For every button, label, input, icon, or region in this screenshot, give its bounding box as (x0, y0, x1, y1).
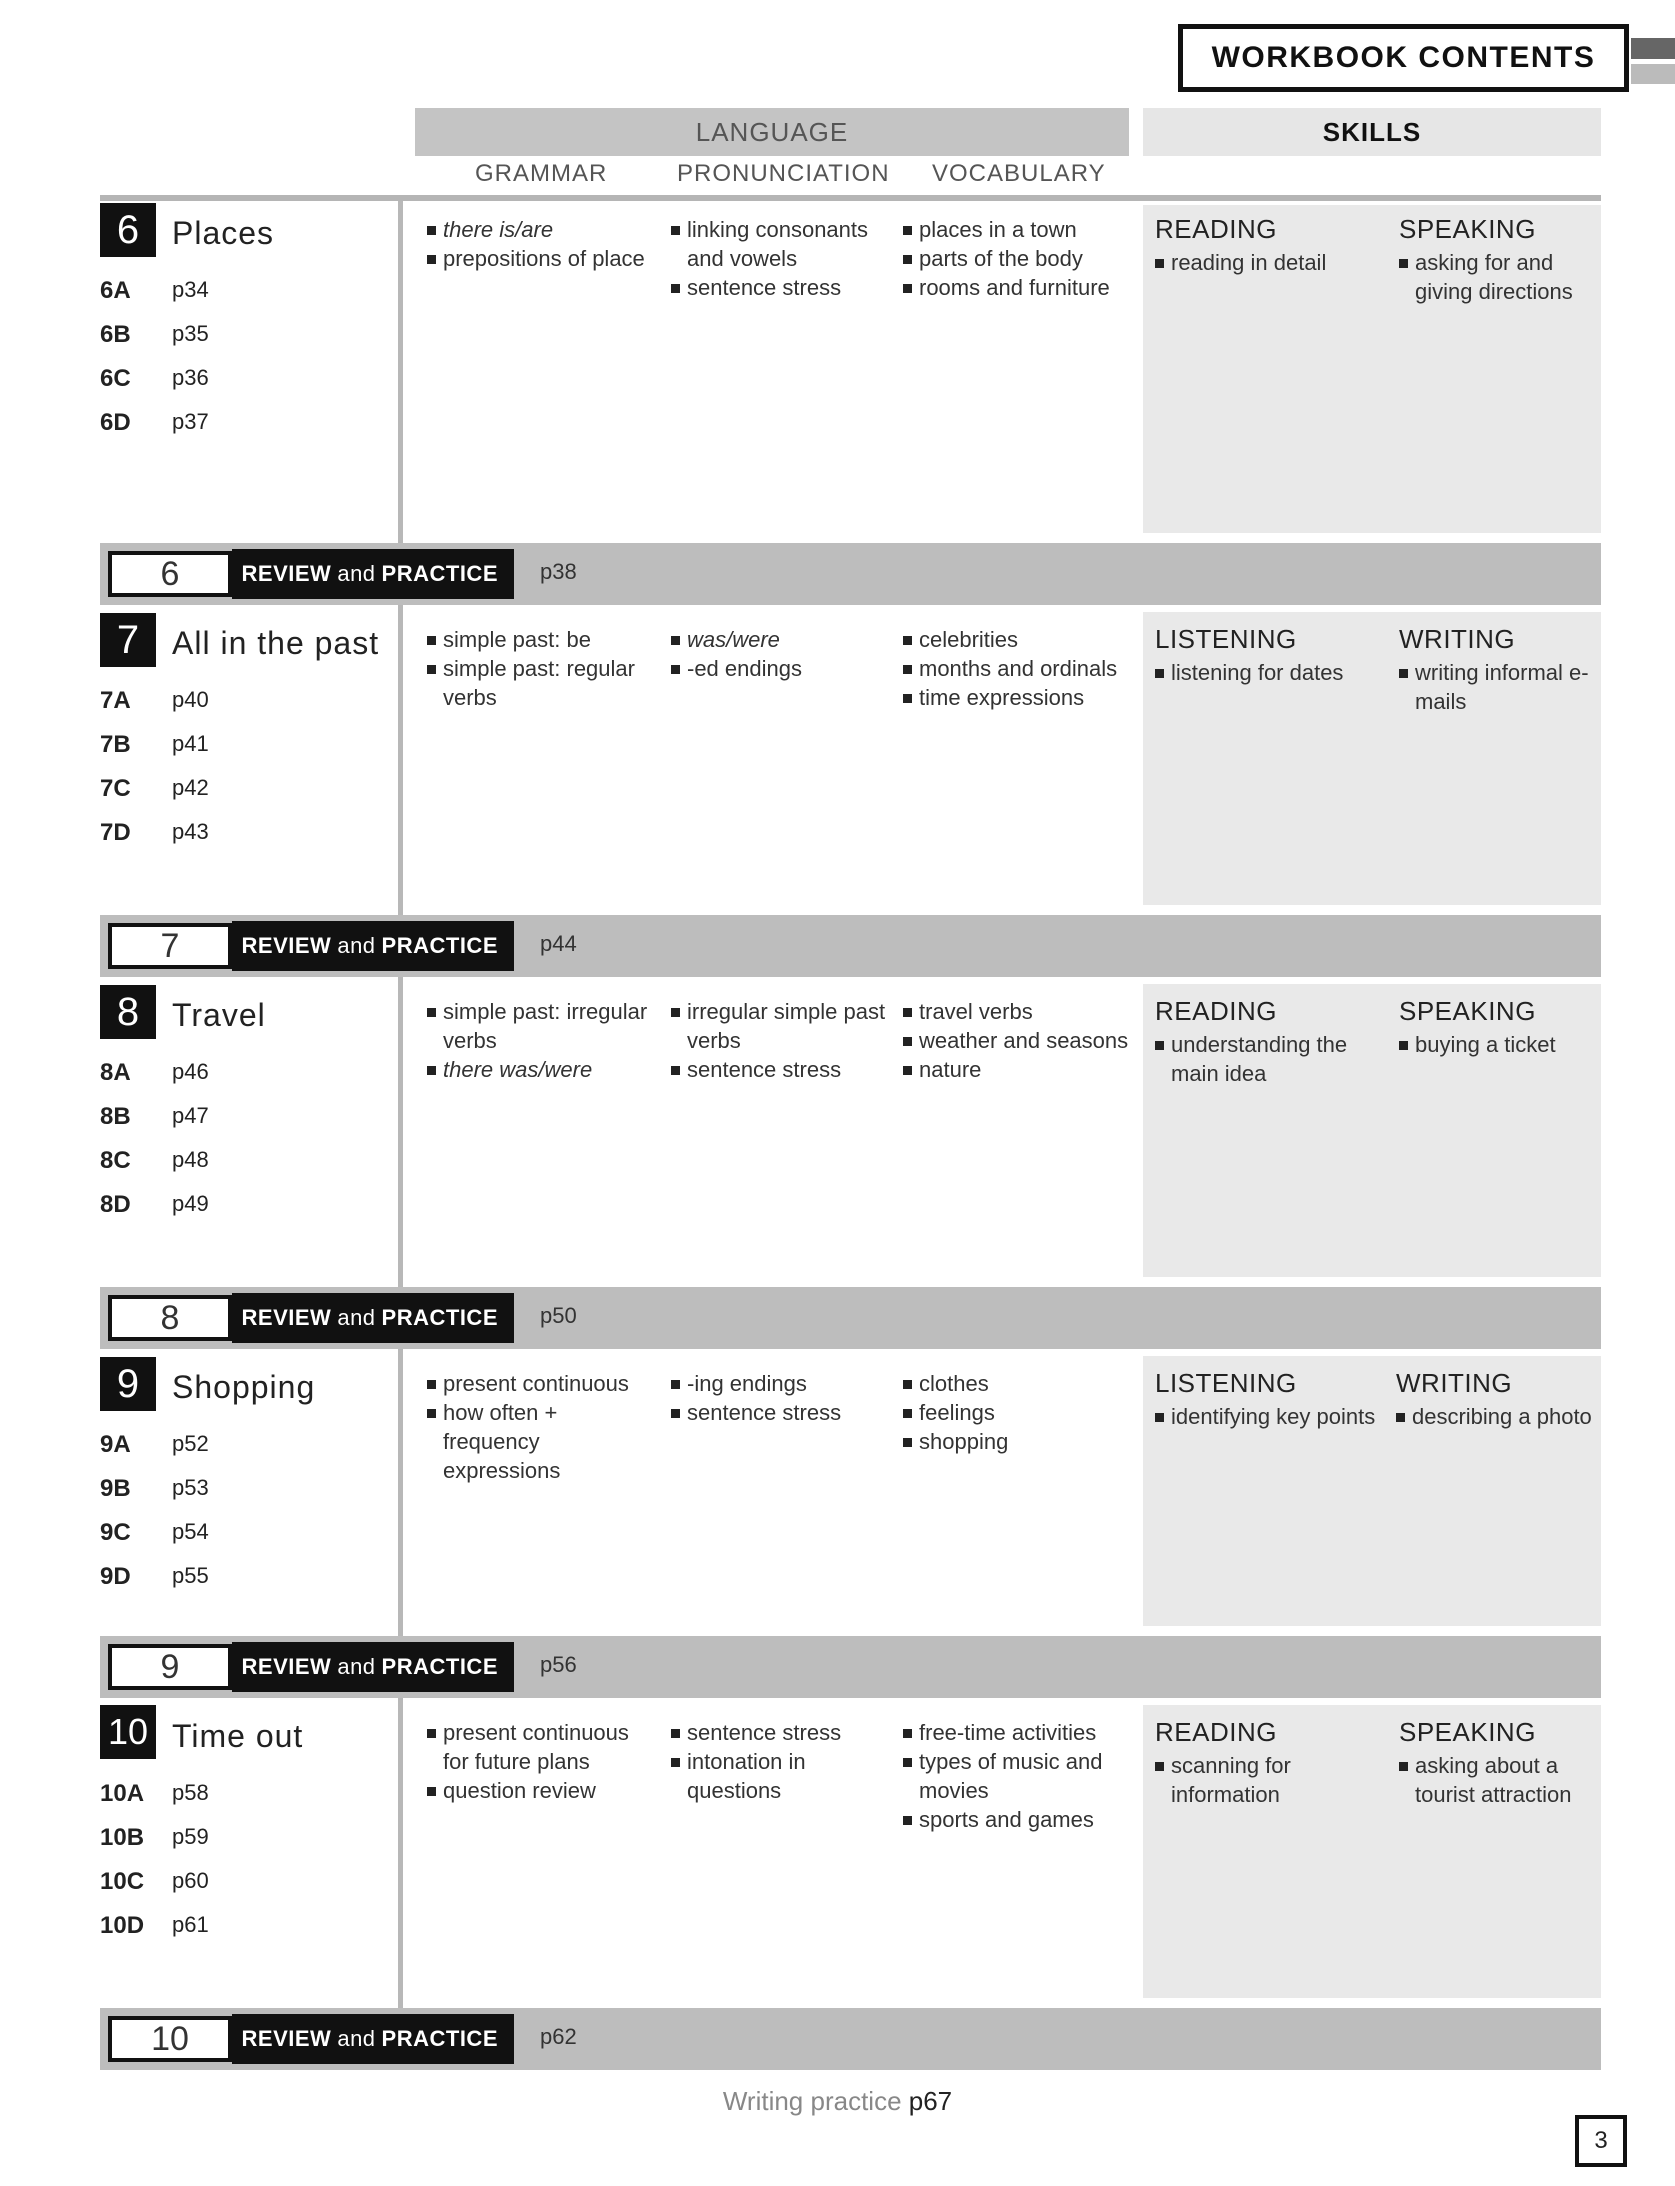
skill-item: scanning for information (1155, 1751, 1385, 1809)
grammar-item: prepositions of place (427, 244, 652, 273)
grammar-cell (427, 1369, 652, 1485)
review-practice-bar[interactable] (100, 543, 1601, 605)
lesson-code: 8A (100, 1059, 131, 1086)
skill-item: asking about a tourist attraction (1399, 1751, 1599, 1809)
lesson-row[interactable] (100, 775, 350, 803)
vocabulary-item: feelings (903, 1398, 1138, 1427)
skill-item: understanding the main idea (1155, 1030, 1385, 1088)
lesson-row[interactable] (100, 1563, 350, 1591)
lesson-page: p52 (172, 1431, 209, 1456)
review-dash (232, 1316, 242, 1319)
pronunciation-item: sentence stress (671, 1055, 886, 1084)
lesson-row[interactable] (100, 277, 350, 305)
lesson-page: p35 (172, 321, 209, 346)
grammar-item: there is/are (427, 215, 652, 244)
lesson-page: p47 (172, 1103, 209, 1128)
vocabulary-item: celebrities (903, 625, 1138, 654)
review-practice-bar[interactable] (100, 2008, 1601, 2070)
pronunciation-column-header: PRONUNCIATION (677, 160, 890, 187)
lesson-row[interactable] (100, 731, 350, 759)
grammar-cell (427, 997, 652, 1084)
lesson-page: p40 (172, 687, 209, 712)
unit-title: Time out (172, 1718, 304, 1754)
lesson-page: p37 (172, 409, 209, 434)
lesson-row[interactable] (100, 1780, 350, 1808)
vocabulary-item: months and ordinals (903, 654, 1138, 683)
unit-divider (398, 977, 403, 1287)
unit-title: All in the past (172, 625, 380, 661)
grammar-item: question review (427, 1776, 652, 1805)
lesson-page: p55 (172, 1563, 209, 1588)
vocabulary-item: sports and games (903, 1805, 1138, 1834)
lesson-page: p46 (172, 1059, 209, 1084)
review-label: REVIEW and PRACTICE (232, 2014, 514, 2064)
review-unit-number: 6 (108, 551, 232, 597)
lesson-code: 7C (100, 775, 131, 802)
pronunciation-item: sentence stress (671, 273, 886, 302)
title-tab-decoration-light (1631, 64, 1675, 84)
grammar-cell (427, 1718, 652, 1805)
lesson-code: 7A (100, 687, 131, 714)
skill-item: reading in detail (1155, 248, 1385, 277)
lesson-code: 10B (100, 1824, 145, 1851)
skill-heading: WRITING (1396, 1368, 1513, 1398)
unit-title: Shopping (172, 1369, 316, 1405)
vocabulary-item: travel verbs (903, 997, 1138, 1026)
review-unit-number: 9 (108, 1644, 232, 1690)
lesson-page: p59 (172, 1824, 209, 1849)
skill-heading: SPEAKING (1399, 214, 1536, 244)
vocabulary-item: shopping (903, 1427, 1138, 1456)
lesson-code: 10D (100, 1912, 145, 1939)
review-page: p56 (540, 1652, 577, 1677)
skill-item: asking for and giving directions (1399, 248, 1599, 306)
vocabulary-item: places in a town (903, 215, 1138, 244)
pronunciation-item: intonation in questions (671, 1747, 886, 1805)
unit-title: Places (172, 215, 275, 251)
review-dash (232, 1665, 242, 1668)
unit-divider (398, 201, 403, 543)
skill-item: identifying key points (1155, 1402, 1385, 1431)
lesson-page: p60 (172, 1868, 209, 1893)
skill-cell (1155, 1369, 1385, 1431)
review-practice-bar[interactable] (100, 1636, 1601, 1698)
skill-item: writing informal e-mails (1399, 658, 1599, 716)
vocabulary-item: weather and seasons (903, 1026, 1138, 1055)
lesson-row[interactable] (100, 1147, 350, 1175)
lesson-row[interactable] (100, 687, 350, 715)
lesson-page: p43 (172, 819, 209, 844)
unit-number: 7 (100, 613, 156, 667)
unit-divider (398, 1698, 403, 2008)
lesson-code: 6D (100, 409, 131, 436)
writing-practice-link[interactable] (0, 2086, 1675, 2117)
vocabulary-item: free-time activities (903, 1718, 1138, 1747)
lesson-page: p48 (172, 1147, 209, 1172)
lesson-code: 8B (100, 1103, 131, 1130)
lesson-row[interactable] (100, 1519, 350, 1547)
grammar-cell (427, 215, 652, 273)
lesson-row[interactable] (100, 1431, 350, 1459)
review-label: REVIEW and PRACTICE (232, 1642, 514, 1692)
review-practice-bar[interactable] (100, 1287, 1601, 1349)
lesson-code: 9A (100, 1431, 131, 1458)
skill-cell (1399, 1718, 1599, 1809)
unit-title: Travel (172, 997, 266, 1033)
vocabulary-cell (903, 215, 1138, 302)
lesson-row[interactable] (100, 1868, 350, 1896)
pronunciation-cell (671, 625, 886, 683)
writing-practice-page: p67 (908, 2086, 953, 2116)
review-label: REVIEW and PRACTICE (232, 921, 514, 971)
pronunciation-item: -ed endings (671, 654, 886, 683)
pronunciation-item: linking consonants and vowels (671, 215, 886, 273)
header-divider (100, 195, 1601, 201)
pronunciation-item: -ing endings (671, 1369, 886, 1398)
page-number: 3 (1575, 2115, 1627, 2167)
lesson-row[interactable] (100, 819, 350, 847)
lesson-row[interactable] (100, 321, 350, 349)
unit-divider (398, 1349, 403, 1636)
vocabulary-item: time expressions (903, 683, 1138, 712)
lesson-page: p42 (172, 775, 209, 800)
skill-heading: SPEAKING (1399, 996, 1536, 1026)
lesson-row[interactable] (100, 409, 350, 437)
lesson-code: 8D (100, 1191, 131, 1218)
lesson-code: 10C (100, 1868, 145, 1895)
skill-cell (1399, 625, 1599, 716)
vocabulary-cell (903, 625, 1138, 712)
pronunciation-cell (671, 215, 886, 302)
pronunciation-item: sentence stress (671, 1398, 886, 1427)
lesson-row[interactable] (100, 1103, 350, 1131)
unit-number: 10 (100, 1705, 156, 1759)
lesson-row[interactable] (100, 1912, 350, 1940)
lesson-row[interactable] (100, 1191, 350, 1219)
pronunciation-cell (671, 1369, 886, 1427)
lesson-page: p36 (172, 365, 209, 390)
lesson-code: 7B (100, 731, 131, 758)
review-unit-number: 10 (108, 2016, 232, 2062)
skill-heading: READING (1155, 214, 1277, 244)
skill-heading: WRITING (1399, 624, 1516, 654)
review-page: p44 (540, 931, 577, 956)
lesson-page: p53 (172, 1475, 209, 1500)
lesson-row[interactable] (100, 1059, 350, 1087)
review-page: p50 (540, 1303, 577, 1328)
skill-item: buying a ticket (1399, 1030, 1599, 1059)
lesson-page: p54 (172, 1519, 209, 1544)
lesson-page: p34 (172, 277, 209, 302)
unit-number: 8 (100, 985, 156, 1039)
grammar-item: simple past: be (427, 625, 652, 654)
review-dash (232, 572, 242, 575)
skill-heading: READING (1155, 996, 1277, 1026)
skill-cell (1155, 215, 1385, 277)
skills-header: SKILLS (1143, 108, 1601, 156)
vocabulary-cell (903, 1718, 1138, 1834)
writing-practice-label: Writing practice (722, 2086, 902, 2116)
lesson-row[interactable] (100, 1824, 350, 1852)
skill-item: listening for dates (1155, 658, 1385, 687)
lesson-code: 10A (100, 1780, 145, 1807)
grammar-item: there was/were (427, 1055, 652, 1084)
pronunciation-cell (671, 1718, 886, 1805)
lesson-page: p58 (172, 1780, 209, 1805)
skill-heading: LISTENING (1155, 624, 1297, 654)
unit-number: 9 (100, 1357, 156, 1411)
lesson-code: 6B (100, 321, 131, 348)
lesson-code: 6A (100, 277, 131, 304)
skill-cell (1155, 625, 1385, 687)
lesson-code: 9C (100, 1519, 131, 1546)
pronunciation-item: irregular simple past verbs (671, 997, 886, 1055)
grammar-item: present continuous (427, 1369, 652, 1398)
review-unit-number: 7 (108, 923, 232, 969)
skill-cell (1399, 997, 1599, 1059)
lesson-page: p61 (172, 1912, 209, 1937)
grammar-item: simple past: regular verbs (427, 654, 652, 712)
pronunciation-item: sentence stress (671, 1718, 886, 1747)
lesson-row[interactable] (100, 365, 350, 393)
review-practice-bar[interactable] (100, 915, 1601, 977)
unit-number: 6 (100, 203, 156, 257)
lesson-code: 6C (100, 365, 131, 392)
skill-heading: SPEAKING (1399, 1717, 1536, 1747)
vocabulary-item: parts of the body (903, 244, 1138, 273)
skill-heading: LISTENING (1155, 1368, 1297, 1398)
pronunciation-item: was/were (671, 625, 886, 654)
review-unit-number: 8 (108, 1295, 232, 1341)
lesson-page: p41 (172, 731, 209, 756)
review-label: REVIEW and PRACTICE (232, 549, 514, 599)
review-dash (232, 2037, 242, 2040)
vocabulary-item: types of music and movies (903, 1747, 1138, 1805)
skill-heading: READING (1155, 1717, 1277, 1747)
grammar-item: how often + frequency expressions (427, 1398, 652, 1485)
lesson-code: 9B (100, 1475, 131, 1502)
skill-cell (1399, 215, 1599, 306)
vocabulary-item: rooms and furniture (903, 273, 1138, 302)
vocabulary-item: clothes (903, 1369, 1138, 1398)
review-page: p62 (540, 2024, 577, 2049)
vocabulary-cell (903, 997, 1138, 1084)
title-tab-decoration (1631, 38, 1675, 59)
review-dash (232, 944, 242, 947)
lesson-code: 8C (100, 1147, 131, 1174)
review-label: REVIEW and PRACTICE (232, 1293, 514, 1343)
skill-item: describing a photo (1396, 1402, 1601, 1431)
vocabulary-item: nature (903, 1055, 1138, 1084)
grammar-item: present continuous for future plans (427, 1718, 652, 1776)
skill-cell (1396, 1369, 1601, 1431)
grammar-column-header: GRAMMAR (475, 160, 608, 187)
lesson-page: p49 (172, 1191, 209, 1216)
language-header: LANGUAGE (415, 108, 1129, 156)
page-title: WORKBOOK CONTENTS (1178, 24, 1629, 92)
lesson-code: 9D (100, 1563, 131, 1590)
review-page: p38 (540, 559, 577, 584)
grammar-item: simple past: irregular verbs (427, 997, 652, 1055)
unit-divider (398, 605, 403, 915)
vocabulary-cell (903, 1369, 1138, 1456)
grammar-cell (427, 625, 652, 712)
lesson-code: 7D (100, 819, 131, 846)
vocabulary-column-header: VOCABULARY (932, 160, 1106, 187)
skill-cell (1155, 997, 1385, 1088)
lesson-row[interactable] (100, 1475, 350, 1503)
skill-cell (1155, 1718, 1385, 1809)
pronunciation-cell (671, 997, 886, 1084)
